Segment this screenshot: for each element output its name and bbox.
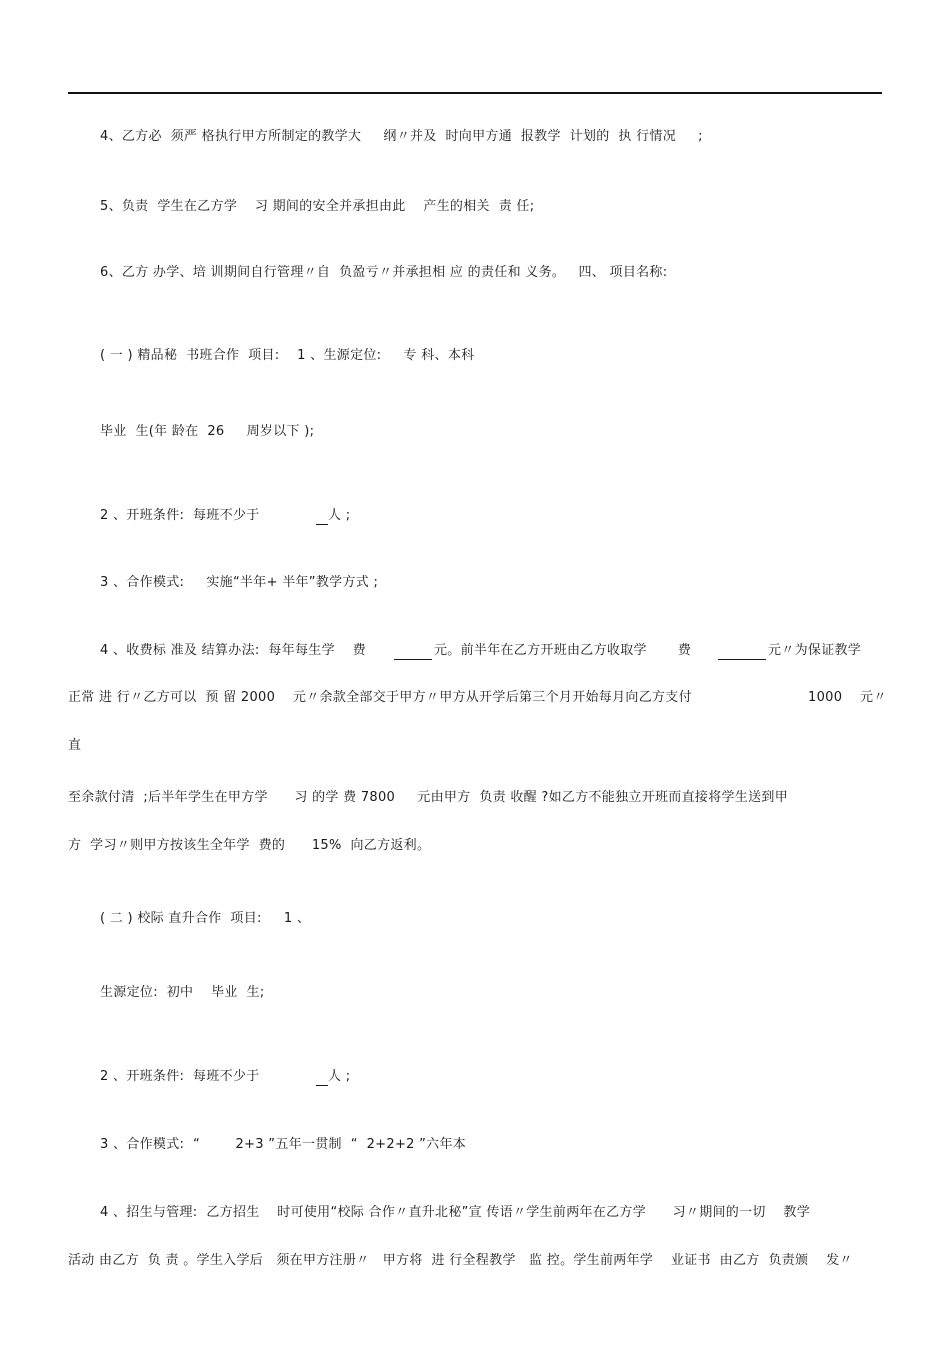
text-line-2: 5、负责 学生在乙方学 习 期间的安全并承担由此 产生的相关 责 任; <box>100 199 535 214</box>
fill-blank <box>316 512 328 525</box>
fill-blank <box>394 647 432 660</box>
header-rule <box>68 92 882 94</box>
text-line-11: 至余款付清 ;后半年学生在甲方学 习 的学 费 7800 元由甲方 负责 收醒 ?如乙方不能独立开班而直接将学生送到甲 <box>68 790 789 805</box>
text-line-9: 正常 进 行〃乙方可以 预 留 2000 元〃余款全部交于甲方〃甲方从开学后第三个月开始每月向乙方支付 <box>68 690 692 705</box>
fill-blank <box>718 647 766 660</box>
text-line-16: 3 、合作模式: “ 2+3 ”五年一贯制 “ 2+2+2 ”六年本 <box>100 1137 467 1152</box>
text-line-8c: 元〃为保证教学 <box>768 643 862 658</box>
text-line-12: 方 学习〃则甲方按该生全年学 费的 15% 向乙方返利。 <box>68 838 431 853</box>
text-line-9b: 1000 元〃 <box>808 690 887 705</box>
text-line-3: 6、乙方 办学、培 训期间自行管理〃自 负盈亏〃并承担相 应 的责任和 义务。 四、 项目名称: <box>100 265 668 280</box>
text-line-5: 毕业 生(年 龄在 26 周岁以下 ); <box>100 424 315 439</box>
text-line-6: 2 、开班条件: 每班不少于 <box>100 508 260 523</box>
text-line-14: 生源定位: 初中 毕业 生; <box>100 985 265 1000</box>
text-line-15b: 人 ; <box>328 1069 351 1084</box>
text-line-17: 4 、招生与管理: 乙方招生 时可使用“校际 合作〃直升北秘”宣 传语〃学生前两年在乙方学 习〃期间的一切 教学 <box>100 1205 811 1220</box>
text-line-7: 3 、合作模式: 实施“半年+ 半年”教学方式 ; <box>100 575 379 590</box>
text-line-18: 活动 由乙方 负 责 。学生入学后 须在甲方注册〃 甲方将 进 行全程教学 监 控。学生前两年学 业证书 由乙方 负责颁 发〃 <box>68 1253 853 1268</box>
text-line-8b: 元。前半年在乙方开班由乙方收取学 费 <box>434 643 692 658</box>
text-line-15: 2 、开班条件: 每班不少于 <box>100 1069 260 1084</box>
section-heading-2: ( 二 ) 校际 直升合作 项目: 1 、 <box>100 911 311 926</box>
fill-blank <box>316 1073 328 1086</box>
text-line-8: 4 、收费标 准及 结算办法: 每年每生学 费 <box>100 643 366 658</box>
text-line-1: 4、乙方必 须严 格执行甲方所制定的教学大 纲〃并及 时向甲方通 报教学 计划的 执 行情况 ; <box>100 129 703 144</box>
text-line-10: 直 <box>68 738 82 753</box>
text-line-6b: 人 ; <box>328 508 351 523</box>
section-heading-1: ( 一 ) 精品秘 书班合作 项目: 1 、生源定位: 专 科、本科 <box>100 348 475 363</box>
